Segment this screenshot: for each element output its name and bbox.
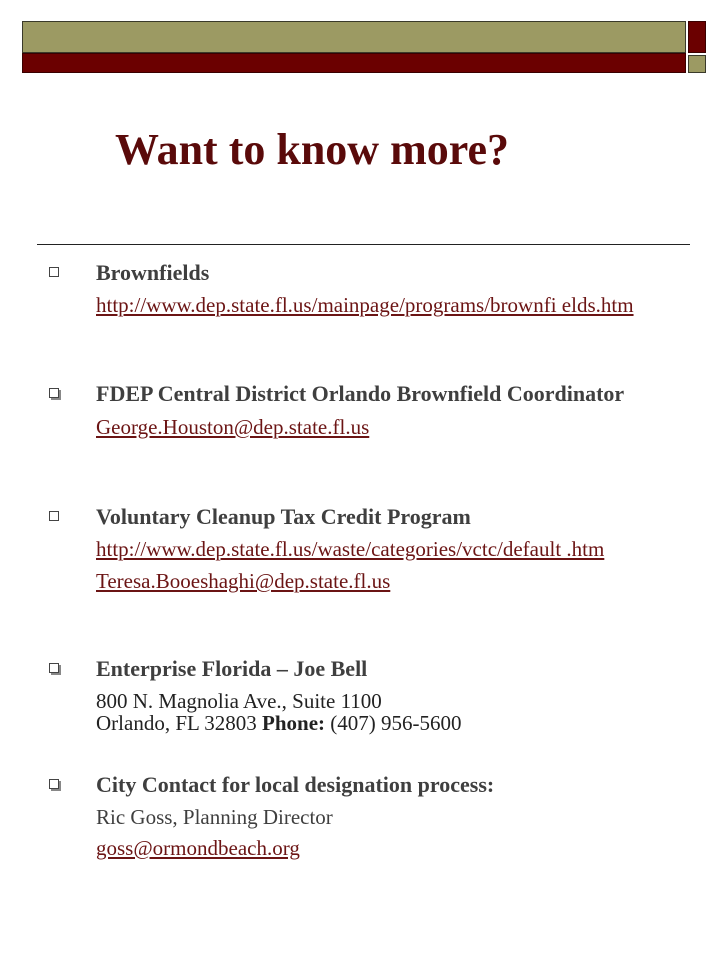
vctc-program-link[interactable]: http://www.dep.state.fl.us/waste/categories/vctc/default .htm [96,537,605,561]
item-heading: Voluntary Cleanup Tax Credit Program [96,504,471,529]
square-bullet-icon [49,511,59,521]
corner-square-olive [688,55,706,73]
item-heading: Brownfields [96,260,210,285]
phone-number: (407) 956-5600 [330,711,462,735]
page-title: Want to know more? [115,125,509,174]
title-divider [37,244,690,245]
item-heading: Enterprise Florida – Joe Bell [96,656,368,681]
header-band-maroon [22,53,686,73]
teresa-email-link[interactable]: Teresa.Booeshaghi@dep.state.fl.us [96,569,391,593]
item-heading: City Contact for local designation process: [96,772,495,797]
address-line-2 [96,712,696,734]
header-band-olive [22,21,686,53]
square-bullet-icon [49,663,59,673]
list-item-city-contact [96,772,696,859]
list-item-enterprise-florida [96,656,696,734]
phone-label: Phone: [262,711,326,735]
city-state-zip: Orlando, FL 32803 [96,711,257,735]
square-bullet-icon [49,388,59,398]
list-item-fdep-coordinator [96,381,696,438]
corner-square-maroon [688,21,706,53]
square-bullet-icon [49,267,59,277]
coordinator-email-link[interactable]: George.Houston@dep.state.fl.us [96,415,370,439]
goss-email-link[interactable]: goss@ormondbeach.org [96,836,300,860]
brownfields-link[interactable]: http://www.dep.state.fl.us/mainpage/programs/brownfi elds.htm [96,293,634,317]
list-item-tax-credit [96,504,696,592]
contact-name: Ric Goss, Planning Director [96,805,333,829]
square-bullet-icon [49,779,59,789]
item-heading: FDEP Central District Orlando Brownfield Coordinator [96,381,625,406]
address-line-1: 800 N. Magnolia Ave., Suite 1100 [96,689,382,713]
list-item-brownfields [96,260,696,316]
